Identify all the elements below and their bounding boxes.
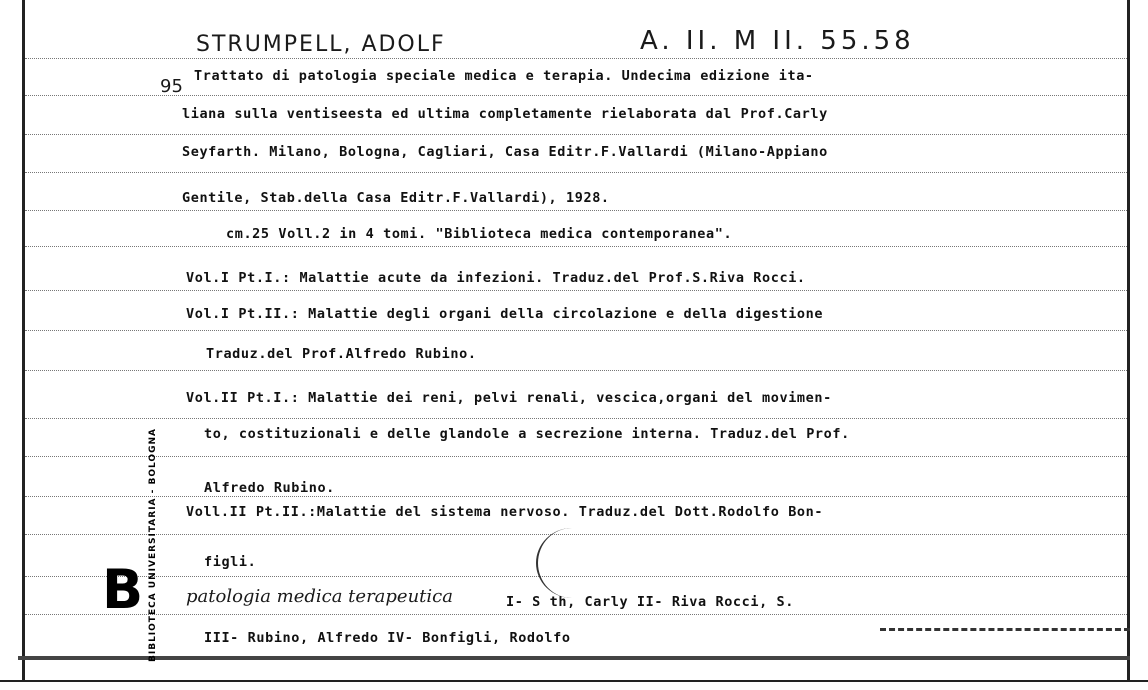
stamp-letter: B	[102, 558, 144, 621]
record-line: to, costituzionali e delle glandole a secrezione interna. Traduz.del Prof.	[204, 426, 850, 442]
record-line: Trattato di patologia speciale medica e terapia. Undecima edizione ita-	[194, 68, 814, 84]
ink-smudge	[880, 628, 1130, 639]
rule-line	[25, 496, 1127, 498]
rule-line	[25, 330, 1127, 332]
record-line: Vol.II Pt.I.: Malattie dei reni, pelvi renali, vescica,organi del movimen-	[186, 390, 832, 406]
punch-hole-arc	[536, 528, 608, 598]
rule-line	[25, 134, 1127, 136]
entry-number: 95	[160, 76, 183, 97]
record-line: Vol.I Pt.I.: Malattie acute da infezioni. Traduz.del Prof.S.Riva Rocci.	[186, 270, 806, 286]
record-line: cm.25 Voll.2 in 4 tomi. "Biblioteca medica contemporanea".	[226, 226, 733, 242]
rule-line	[25, 95, 1127, 97]
rule-line	[25, 370, 1127, 372]
rule-line	[25, 456, 1127, 458]
record-line: Seyfarth. Milano, Bologna, Cagliari, Casa Editr.F.Vallardi (Milano-Appiano	[182, 144, 828, 160]
rule-line	[25, 210, 1127, 212]
record-line: liana sulla ventiseesta ed ultima completamente rielaborata dal Prof.Carly	[182, 106, 828, 122]
rule-line	[25, 614, 1127, 616]
card-bottom-edge	[18, 656, 1130, 660]
card-shadow-edge	[0, 680, 1148, 682]
record-line: III- Rubino, Alfredo IV- Bonfigli, Rodolfo	[204, 630, 571, 646]
rule-line	[25, 290, 1127, 292]
rule-line	[25, 418, 1127, 420]
record-line: figli.	[204, 554, 257, 570]
author-heading: STRUMPELL, ADOLF	[196, 32, 446, 57]
rule-line	[25, 172, 1127, 174]
record-line: Voll.II Pt.II.:Malattie del sistema nervoso. Traduz.del Dott.Rodolfo Bon-	[186, 504, 824, 520]
library-stamp: BIBLIOTECA UNIVERSITARIA - BOLOGNA	[148, 428, 158, 662]
record-line: Vol.I Pt.II.: Malattie degli organi della circolazione e della digestione	[186, 306, 824, 322]
shelfmark: A. II. M II. 55.58	[640, 26, 915, 56]
rule-line	[25, 246, 1127, 248]
rule-line	[25, 58, 1127, 60]
record-line: Gentile, Stab.della Casa Editr.F.Vallardi), 1928.	[182, 190, 610, 206]
subject-handwritten: patologia medica terapeutica	[186, 586, 453, 607]
record-line: Alfredo Rubino.	[204, 480, 335, 496]
record-line: Traduz.del Prof.Alfredo Rubino.	[206, 346, 477, 362]
record-line: I- S th, Carly II- Riva Rocci, S.	[506, 594, 795, 610]
